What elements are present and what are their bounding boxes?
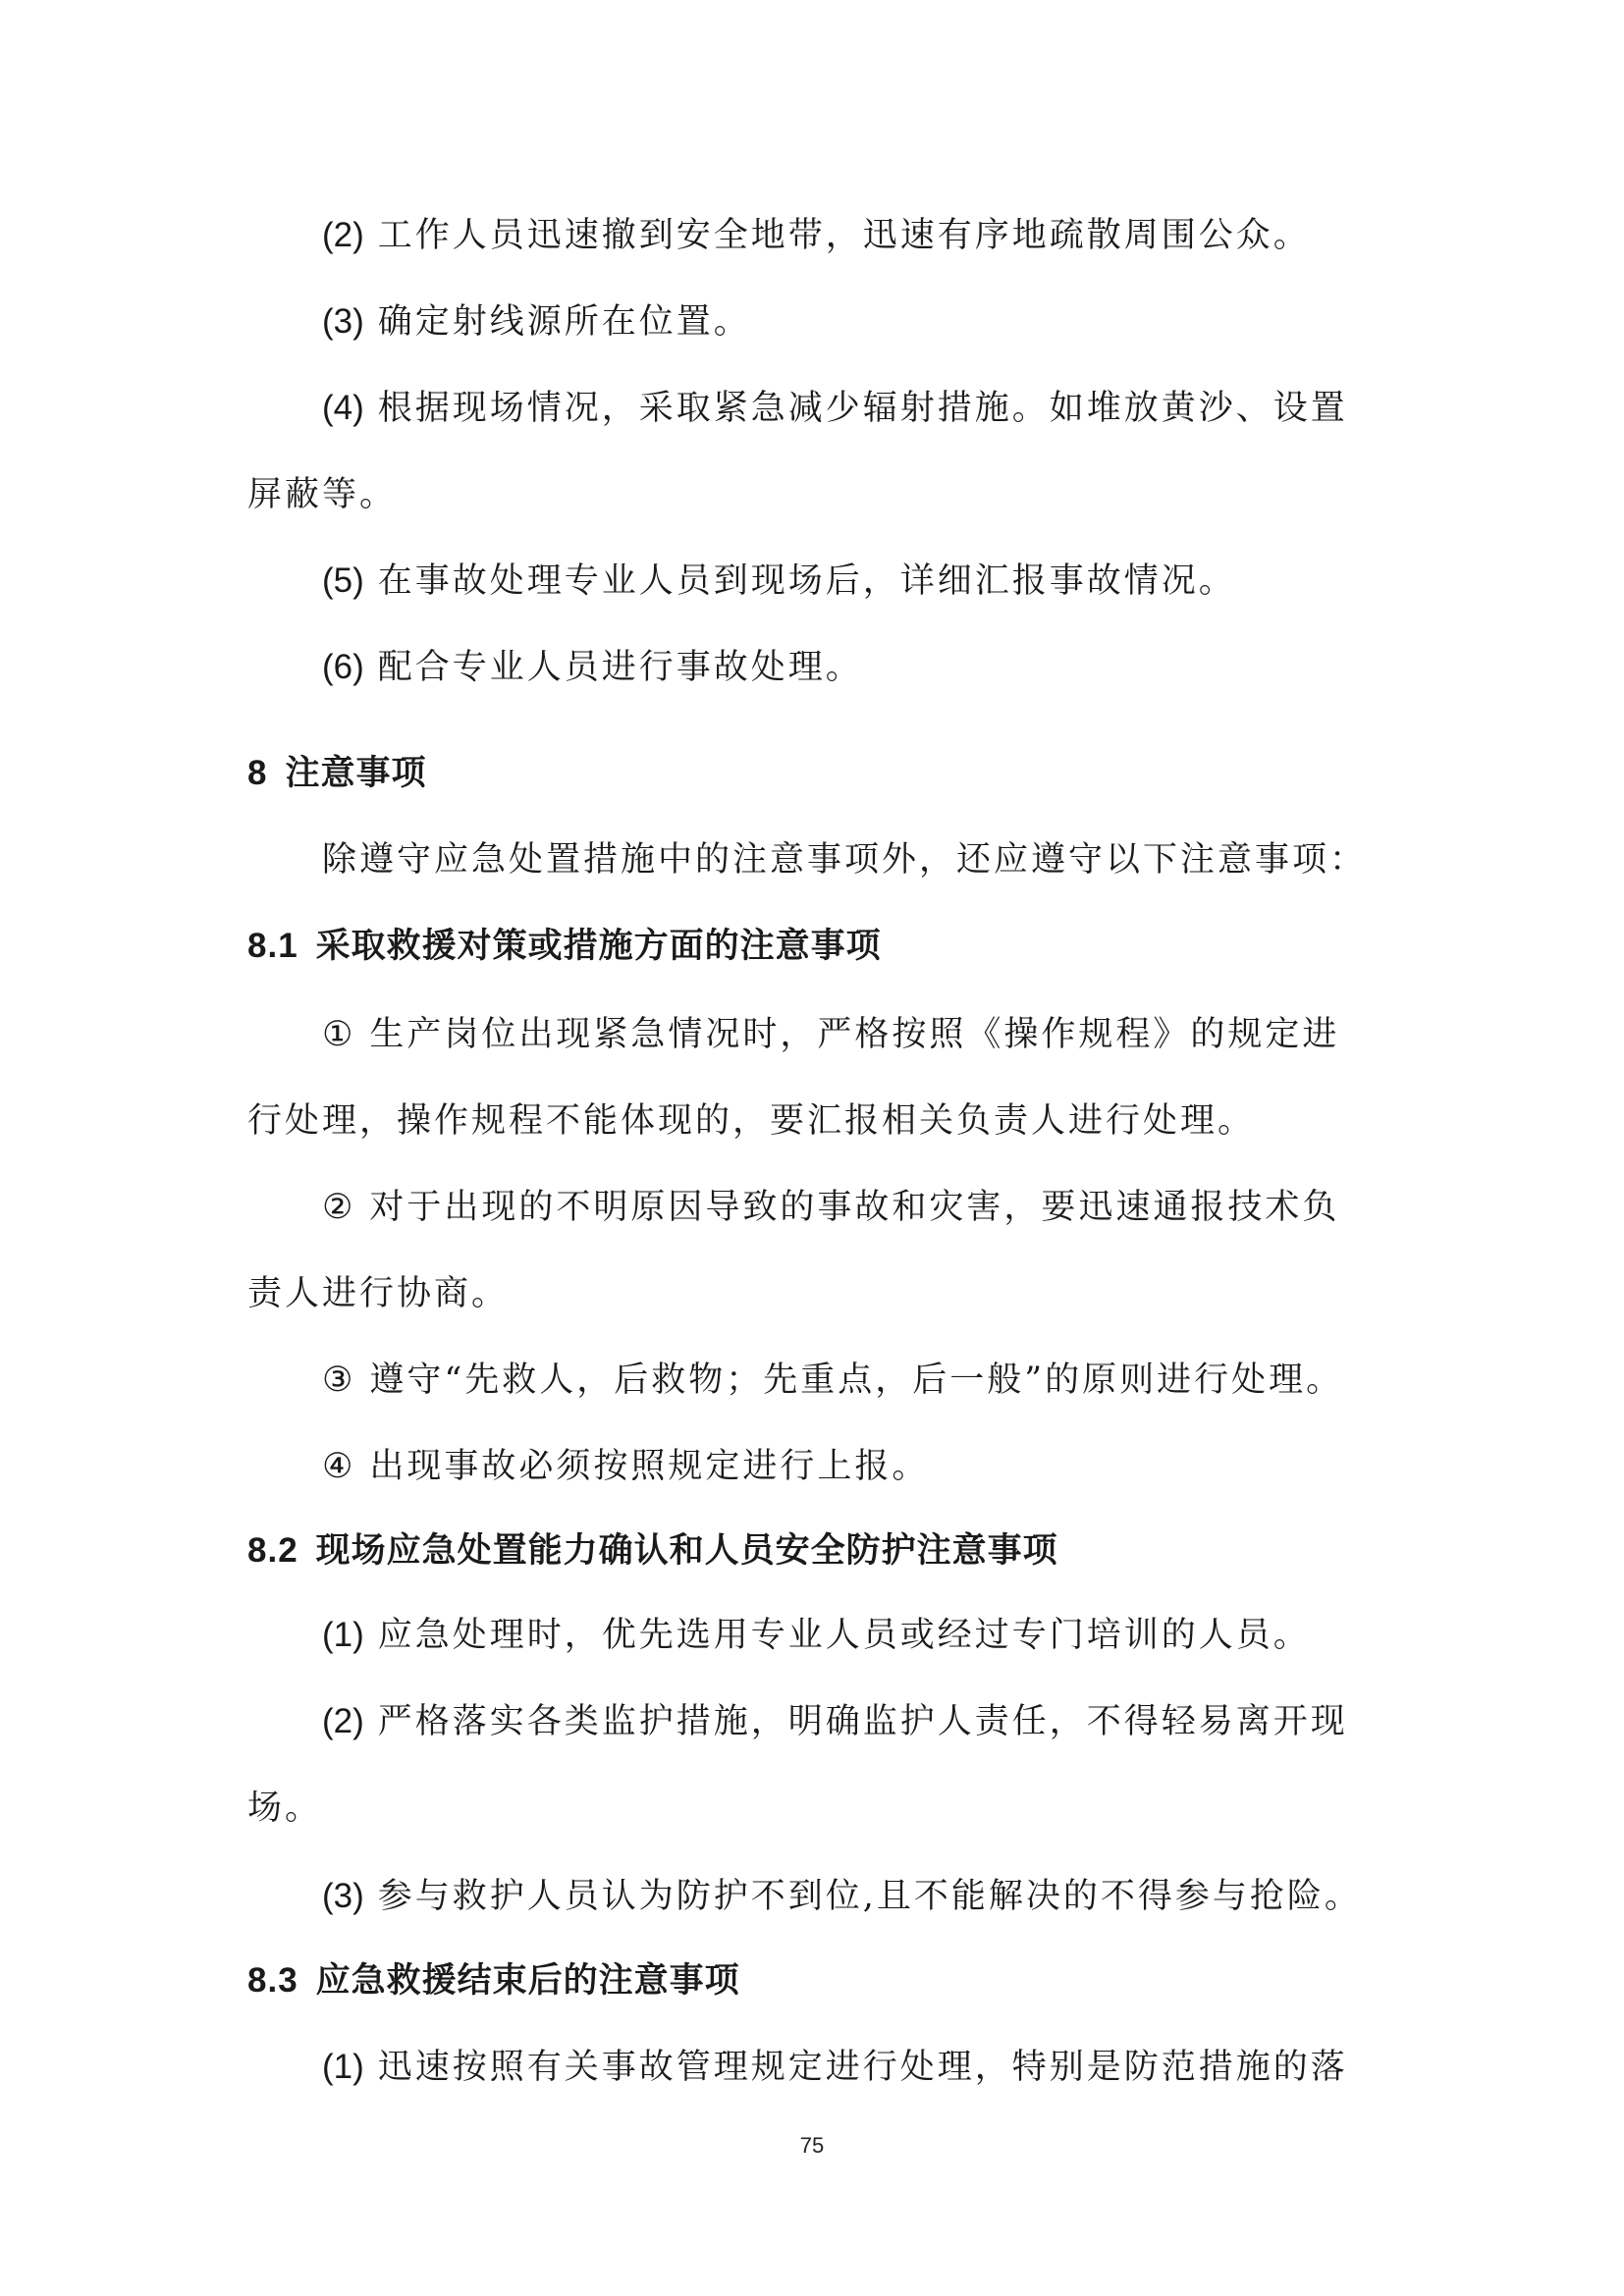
continuation-text: 场。 (247, 1789, 323, 1828)
continuation-text: 屏蔽等。 (247, 475, 398, 514)
paragraph-continuation (247, 1272, 1386, 1315)
list-item (322, 646, 1461, 689)
list-item (322, 1013, 1461, 1056)
item-number: (1) (322, 2048, 364, 2086)
continuation-text: 责人进行协商。 (247, 1274, 510, 1313)
item-text: 应急处理时，优先选用专业人员或经过专门培训的人员。 (377, 1616, 1311, 1655)
page-number: 75 (799, 2133, 825, 2158)
section-heading (247, 752, 1386, 795)
item-text: 在事故处理专业人员到现场后，详细汇报事故情况。 (377, 561, 1236, 601)
list-item (322, 214, 1461, 257)
item-number: (4) (322, 389, 364, 427)
paragraph (322, 838, 1461, 881)
list-item (322, 2046, 1461, 2089)
item-text: 确定射线源所在位置。 (377, 302, 751, 342)
continuation-text: 行处理，操作规程不能体现的，要汇报相关负责人进行处理。 (247, 1101, 1256, 1141)
list-item (322, 1186, 1461, 1229)
item-number: (6) (322, 648, 364, 686)
item-text: 对于出现的不明原因导致的事故和灾害，要迅速通报技术负 (369, 1188, 1340, 1227)
item-number: (3) (322, 302, 364, 341)
item-text: 遵守“先救人，后救物；先重点，后一般”的原则进行处理。 (369, 1361, 1344, 1400)
section-title: 应急救援结束后的注意事项 (315, 1961, 740, 2001)
list-item (322, 1614, 1461, 1657)
item-text: 迅速按照有关事故管理规定进行处理，特别是防范措施的落 (377, 2048, 1348, 2087)
item-text: 生产岗位出现紧急情况时，严格按照《操作规程》的规定进 (369, 1015, 1340, 1054)
list-item (322, 300, 1461, 344)
item-number: ② (322, 1188, 356, 1227)
list-item (322, 1445, 1461, 1488)
subsection-heading (247, 1529, 1386, 1573)
item-number: (5) (322, 561, 364, 600)
item-text: 工作人员迅速撤到安全地带，迅速有序地疏散周围公众。 (377, 216, 1311, 255)
paragraph-text: 除遵守应急处置措施中的注意事项外，还应遵守以下注意事项： (322, 840, 1368, 880)
item-number: ④ (322, 1447, 356, 1486)
section-title: 注意事项 (285, 754, 427, 793)
paragraph-continuation (247, 1099, 1386, 1143)
item-number: ③ (322, 1361, 356, 1400)
item-number: (2) (322, 1702, 364, 1740)
item-text: 根据现场情况，采取紧急减少辐射措施。如堆放黄沙、设置 (377, 389, 1348, 428)
list-item (322, 560, 1461, 603)
item-number: (2) (322, 216, 364, 254)
list-item (322, 1875, 1461, 1918)
section-number: 8.3 (247, 1961, 298, 2000)
subsection-heading (247, 925, 1386, 968)
item-text: 配合专业人员进行事故处理。 (377, 648, 863, 687)
section-number: 8.2 (247, 1531, 298, 1570)
list-item (322, 1359, 1461, 1402)
item-number: (3) (322, 1877, 364, 1915)
list-item (322, 387, 1461, 430)
paragraph-continuation (247, 1787, 1386, 1830)
paragraph-continuation (247, 473, 1386, 516)
item-number: (1) (322, 1616, 364, 1654)
item-number: ① (322, 1015, 356, 1054)
section-title: 现场应急处置能力确认和人员安全防护注意事项 (315, 1531, 1058, 1571)
section-number: 8.1 (247, 927, 298, 965)
item-text: 参与救护人员认为防护不到位,且不能解决的不得参与抢险。 (377, 1877, 1362, 1916)
section-number: 8 (247, 754, 268, 792)
section-title: 采取救援对策或措施方面的注意事项 (315, 927, 882, 966)
subsection-heading (247, 1959, 1386, 2002)
item-text: 出现事故必须按照规定进行上报。 (369, 1447, 930, 1486)
list-item (322, 1700, 1461, 1743)
item-text: 严格落实各类监护措施，明确监护人责任，不得轻易离开现 (377, 1702, 1348, 1741)
